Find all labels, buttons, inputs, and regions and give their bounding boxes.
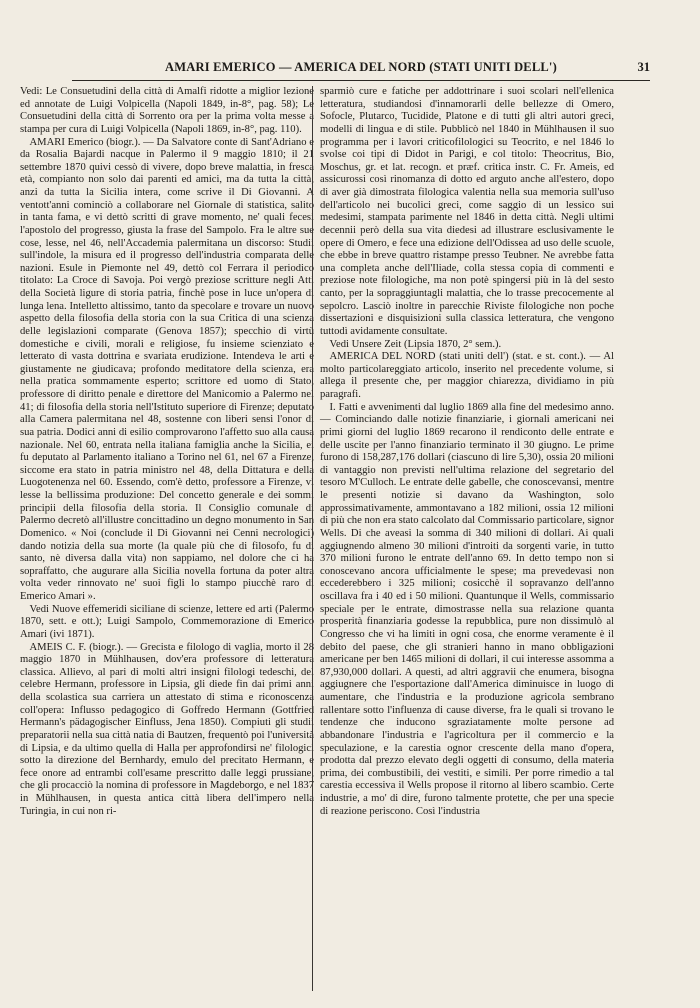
left-column	[20, 86, 314, 818]
paragraph: Vedi: Le Consuetudini della città di Amalfi ridotte a miglior lezione ed annotate de Luigi Volpicella (Napoli 1849, in-8°, pag. 58); Le Consuetudini della città di Sorrento ora per la prima volta messe a stampa per cura di Luigi Volpicella (Napoli 1869, in-8°, pag. 110).	[20, 86, 314, 135]
paragraph: AMEIS C. F. (biogr.). — Grecista e filologo di vaglia, morto il 28 maggio 1870 in Mühlhausen, dov'era professore di letteratura classica. Allievo, al pari di molti altri insigni filologi tedeschi, del celebre Hermann, professore in Lipsia, gli diede fin dai primi anni della scolastica sua carriera un attestato di stima e riconoscenza coll'opera: Influsso pedagogico di Goffredo Hermann (Gottfried Hermann's pädagogischer Einfluss, Jena 1850). Compiuti gli studii preparatorii nella sua città natia di Bautzen, frequentò poi l'università di Lipsia, e da ultimo quella di Halla per approfondirsi ne' filologici sotto la direzione del Bernhardy, emulo del precitato Hermann, e fece onore ad entrambi coll'esame prescritto dalle leggi prussiane, che gli procacciò la nomina di professore in Magdeborgo, e nel 1837 in Mühlhausen, in questa antica città libera dell'impero nella Turingia, in cui non ri-	[20, 641, 314, 817]
header-title: AMARI EMERICO — AMERICA DEL NORD (STATI UNITI DELL')	[165, 60, 557, 74]
paragraph: AMARI Emerico (biogr.). — Da Salvatore conte di Sant'Adriano e da Rosalia Bajardi nacque in Palermo il 9 maggio 1810; il 21 settembre 1870 quivi cessò di vivere, dopo breve malattia, in fresca età, compianto non solo dai parenti ed amici, ma da tutta la città, anzi da tutta la Sicilia intera, come scrive il Di Giovanni. A ventott'anni cominciò a collaborare nel Giornale di statistica, salito in tanta fama, e vi dettò scritti di grave momento, ne' quali fecesi l'apostolo del progresso, giusta la frase del Sampolo. Fra le altre sue cose, lesse, nel 46, nell'Accademia palermitana un discorso: Studii sull'indole, la misura ed il progresso dell'industria comparata delle nazioni. Esule in Piemonte nel 49, dettò col Ferrara il periodico titolato: La Croce di Savoja. Poi vergò preziose scritture negli Atti della Società ligure di storia patria, finchè pose in luce un'opera di lunga lena. Intelletto altissimo, tanto da specolare e trovare un nuovo aspetto della filosofia della storia con la sua Critica di una scienza delle legislazioni comparate (Genova 1857); specchio di virtù domestiche e civili, morali e religiose, fu insieme scienziato e letterato di vasta dottrina e svariata erudizione. Intendeva le arti e giustamente ne giudicava; profondo meditatore della scienza, era nella pratica sommamente esperto; scrittore ed uomo di Stato, professore di diritto penale e direttore del Manicomio a Palermo nel 41; di filosofia della storia nell'Istituto superiore di Firenze; deputato alla Camera palermitana nel 48, sostenne con liberi sensi l'onor di sua patria. Dodici anni di esilio comprovarono l'affetto suo alla causa nazionale. Nel 60, entrata nella italiana famiglia anche la Sicilia, ei fu deputato al Parlamento italiano a Torino nel 61, nel 67 a Firenze, siccome era stato in patria ministro nel 48, della Dittatura e della Luogotenenza nel 60. Essendo, com'è detto, professore a Firenze, vi lesse la bellissima produzione: Del concetto generale e dei sommi principii della filosofia della storia. Il Consiglio comunale di Palermo decretò all'illustre concittadino un degno monumento in San Domenico. « Noi (conclude il Di Giovanni nei Cenni necrologici) dando notizia della sua morte (la quale più che di filosofo, fu di santo, nè diversa dalla vita) non sappiamo, nel dolore che ci ha sopraffatto, che augurare alla Sicilia novella fortuna da poter altra volta veder rinnovato ne' suoi figli lo stampo piucchè raro di Emerico Amari ».	[20, 136, 314, 602]
running-header	[72, 58, 650, 81]
paragraph: Vedi Nuove effemeridi siciliane di scienze, lettere ed arti (Palermo 1870, sett. e ott.); Luigi Sampolo, Commemorazione di Emerico Amari (ivi 1871).	[20, 603, 314, 640]
right-column	[320, 86, 614, 818]
paragraph: sparmiò cure e fatiche per addottrinare i suoi scolari nell'ellenica letteratura, studiandosi d'innamorarli delle bellezze di Omero, Sofocle, Plutarco, Tucidide, Platone e di tutti gli altri autori greci, modelli di lingua e di stile. Pubblicò nel 1840 in Mühlhausen il suo programma per i lavori criticofilologici su Teocrito, e nel 1846 lo svolse coi tipi di Didot in Parigi, e col titolo: Theocritus, Bio, Moschus, gr. et lat. recogn. et præf. critica instr. C. Fr. Ameis, ed assicurossi così rinomanza di dotto ed arguto anche all'estero, dopo di aver già dimostrata filologica valentia nella sua memoria sull'uso dell'articolo nei bucolici greci, come saggio di un lessico sui medesimi, stampata parimente nel 1846 in detta città. Negli ultimi decennii però della sua vita diedesi ad illustrare esclusivamente le opere di Omero, e fece una edizione dell'Odissea ad uso delle scuole, che ebbe in breve quattro ristampe presso Teubner. Ne avrebbe fatta una completa anche dell'Iliade, colla stessa copia di commenti e preziose note filologiche, ma non potè spingersi più in là del sesto canto, per la sopraggiuntagli malattia, che lo trasse precocemente al sepolcro. Lasciò inoltre in parecchie Riviste filologiche non poche dissertazioni e disquisizioni sulla classica letteratura, che vengono tuttodì avidamente consultate.	[320, 86, 614, 337]
page-number: 31	[637, 60, 650, 74]
paragraph: Vedi Unsere Zeit (Lipsia 1870, 2° sem.).	[329, 338, 502, 350]
column-divider	[312, 86, 313, 991]
paragraph: AMERICA DEL NORD (stati uniti dell') (stat. e st. cont.). — Al molto particolareggiato articolo, inserito nel precedente volume, si allega il presente che, per maggior chiarezza, dividiamo in più paragrafi.	[320, 351, 614, 400]
paragraph: I. Fatti e avvenimenti dal luglio 1869 alla fine del medesimo anno. — Cominciando dalle notizie finanziarie, i giornali americani nei primi giorni del luglio 1869 recarono il rendiconto delle entrate e delle uscite per l'anno finanziario terminato il 30 giugno. Le prime furono di 158,287,176 dollari (ciascuno di lire 5,30), ossia 20 milioni di vantaggio non previsti nell'ultima relazione del segretario del tesoro M'Culloch. Le entrate delle gabelle, che conoscevansi, mentre le presenti notizie si davano da Washington, solo approssimativamente, ammontavano a 182 milioni, ossia 12 milioni di più che non era stato calcolato dal Commissario particolare, signor Wells. Di che aveasi la somma di 340 milioni di dollari. Ai quali aggiugnendo almeno 30 milioni d'introiti da sorgenti varie, in tutto 370 milioni furono le entrate dell'anno 69. In detto tempo non si conoscevano ancora ufficialmente le spese; ma prevedevasi non eccederebbero i 325 milioni; cosicchè il sopravanzo dell'anno oscillava fra i 40 ed i 50 milioni. Quantunque il Wells, commissario speciale per le entrate, dimostrasse nella sua relazione quanta prosperità finanziaria godesse la repubblica, pure non dissimulò al Congresso che vi ha limiti in ogni cosa, che enorme veramente è il debito del paese, che gli stranieri hanno in mano obbligazioni americane per ben 1465 milioni di dollari, il cui interesse assomma a 87,930,000 dollari. A questi, ad altri aggravii che enumera, bisogna aggiugnere che l'esportazione dall'America diminuisce in luogo di aumentare, che l'industria e la produzione agricola sembrano rallentare sotto l'influenza di cause diverse, fra le quali si trovano le tendenze che inducono sgraziatamente molte persone ad abbandonare l'industria e l'agricoltura per il commercio e la speculazione, e la carestia ognor crescente della mano d'opera, prodotta dal prezzo elevato degli oggetti di consumo, della materia prima, dei combustibili, dei vestiti, e simili. Per porre rimedio a tal carestia eccessiva il Wells propose il ritorno al libero scambio. Certe industrie, a mo' di dire, furono talmente protette, che per una specie di reazione periscono. Così l'industria	[320, 401, 614, 817]
